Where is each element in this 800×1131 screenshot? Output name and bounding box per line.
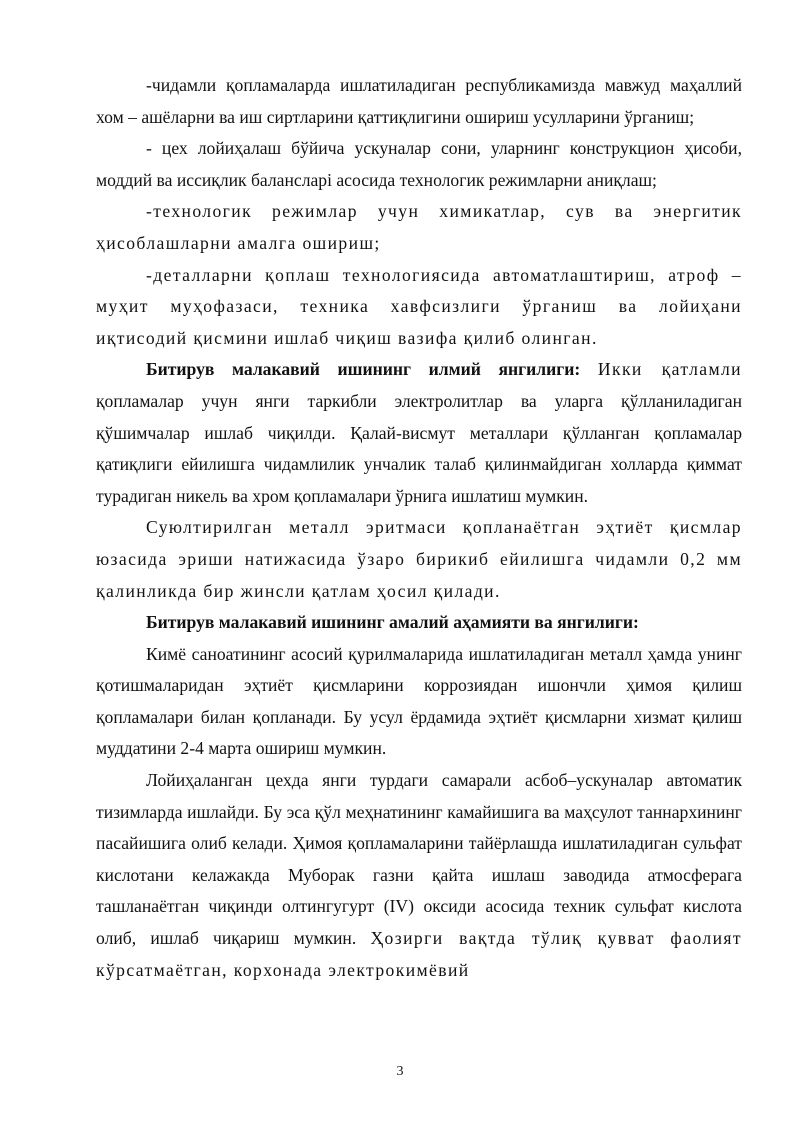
- practical-paragraph: Кимё саноатининг асосий қурилмаларида ишлатиладиган металл ҳамда унинг қотишмаларидан эҳтиёт қисмларини коррозиядан ишончли ҳимоя қилиш қопламалари билан қопланади. Бу усул ёрдамида эҳтиёт қисмларни хизмат қилиш муддатини 2-4 марта ошириш мумкин.: [96, 643, 742, 759]
- practical-heading: Битирув малакавий ишининг амалий аҳамияти ва янгилиги:: [146, 612, 639, 633]
- workshop-text-continued: Ҳозирги вақтда тўлиқ қувват фаолият кўрсатмаётган, корхонада электрокимёвий: [96, 928, 742, 980]
- novelty-heading: Битирув малакавий ишининг илмий янгилиги:: [146, 359, 581, 380]
- workshop-text: Лойиҳаланган цехда янги турдаги самарали асбоб–ускуналар автоматик тизимларда ишлайди. Бу эса қўл меҳнатининг камайишига ва маҳсулот таннархининг пасайишига олиб келади. Ҳимоя қопламаларини тайёрлашда ишлатиладиган сульфат кислотани келажакда Муборак газни қайта ишлаш заводида атмосферага ташланаётган чиқинди олтингугурт (IV) оксиди асосида техник сульфат кислота олиб, ишлаб чиқариш мумкин.: [96, 770, 742, 949]
- document-page: [96, 70, 742, 986]
- objective-paragraph-4: -деталларни қоплаш технологиясида автоматлаштириш, атроф – муҳит муҳофазаси, техника хавфсизлиги ўрганиш ва лойиҳани иқтисодий қисмини ишлаб чиқиш вазифа қилиб олинган.: [96, 264, 742, 348]
- alloy-paragraph: Суюлтирилган металл эритмаси қопланаётган эҳтиёт қисмлар юзасида эриши натижасида ўзаро бирикиб ейилишга чидамли 0,2 мм қалинликда бир жинсли қатлам ҳосил қилади.: [96, 517, 742, 601]
- novelty-text: қопламалар учун янги таркибли электролитлар ва уларга қўлланиладиган қўшимчалар ишлаб чиқилди. Қалай-висмут металлари қўлланган қопламалар қатиқлиги ейилишга чидамлилик унчалик талаб қилинмайдиган холларда қиммат турадиган никель ва хром қопламалари ўрнига ишлатиш мумкин.: [96, 390, 742, 506]
- objective-paragraph-3: -технологик режимлар учун химикатлар, сув ва энергитик ҳисоблашларни амалга ошириш;: [96, 201, 742, 253]
- objective-paragraph-2: - цех лойиҳалаш бўйича ускуналар сони, уларнинг конструкцион ҳисоби, моддий ва иссиқлик балансларі асосида технологик режимларни аниқлаш;: [96, 138, 742, 190]
- objective-paragraph-1: -чидамли қопламаларда ишлатиладиган республикамизда мавжуд маҳаллий хом – ашёларни ва иш сиртларини қаттиқлигини ошириш усулларини ўрганиш;: [96, 75, 742, 127]
- novelty-paragraph: [96, 354, 742, 512]
- page-number: 3: [396, 1064, 404, 1079]
- novelty-first-words: Икки қатламли: [597, 359, 742, 380]
- workshop-paragraph: [96, 765, 742, 986]
